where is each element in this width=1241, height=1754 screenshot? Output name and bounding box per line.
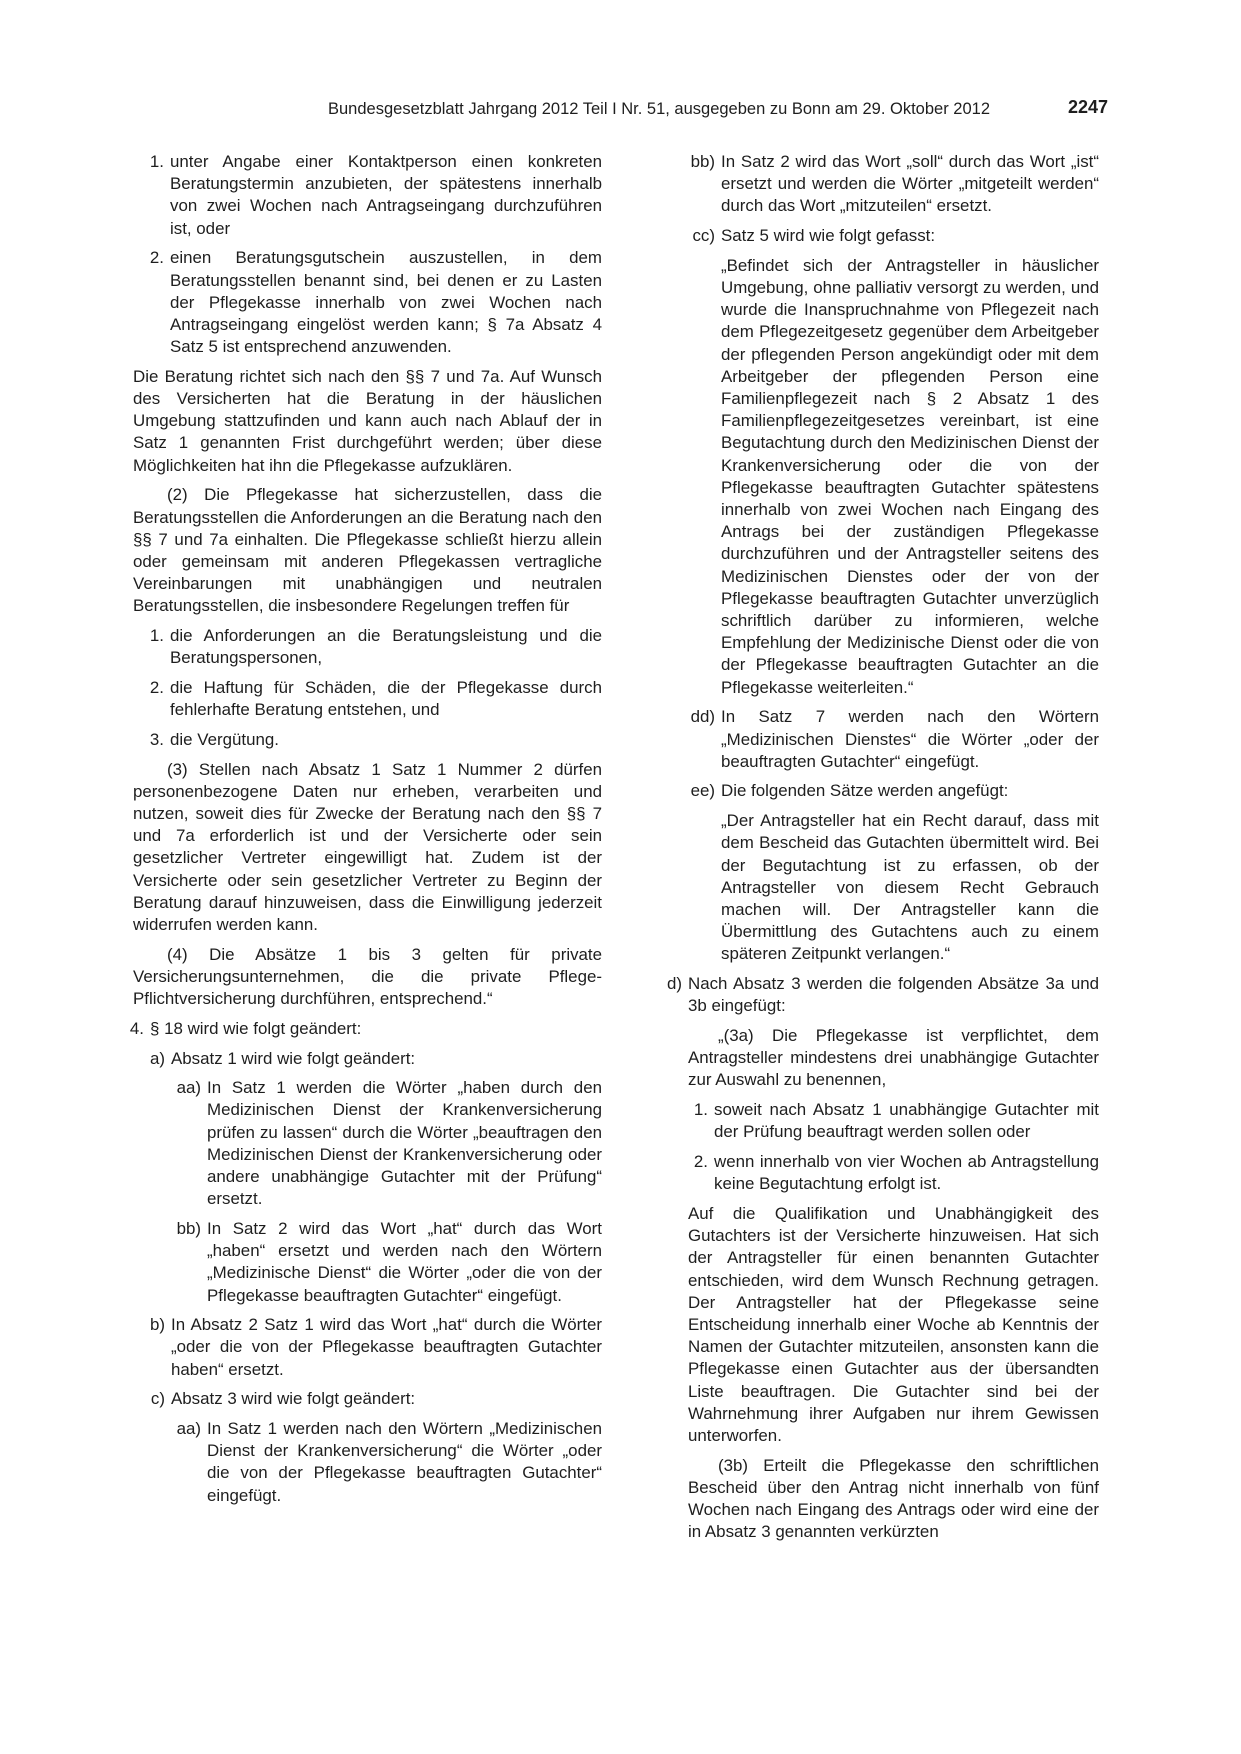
list-item	[685, 151, 1099, 218]
list-marker: ee)	[690, 781, 715, 801]
list-text: die Haftung für Schäden, die der Pflegekasse durch fehlerhafte Beratung entstehen, und	[170, 677, 602, 720]
list-text: In Satz 1 werden nach den Wörtern „Medizinischen Dienst der Krankenversicherung“ die Wörter „oder die von der Pflegekasse beauftragten Gutachter“ eingefügt.	[207, 1419, 602, 1505]
paragraph-qualifikation: Auf die Qualifikation und Unabhängigkeit des Gutachters ist der Versicherte hinzuweisen. Hat sich der Antragsteller für einen benannten Gutachter entschieden, wird dem Wunsch Rechnung getragen. Der Antragsteller hat der Pflegekasse seine Entscheidung innerhalb einer Woche ab Kenntnis der Namen der Gutachter mitzuteilen, ansonsten kann die Pflegekasse einen Gutachter aus der übersandten Liste beauftragen. Die Gutachter sind bei der Wahrnehmung ihrer Aufgaben nur ihrem Gewissen unterworfen.	[688, 1203, 1099, 1445]
list-text: die Anforderungen an die Beratungsleistung und die Beratungspersonen,	[170, 626, 602, 668]
list-text: In Satz 1 werden die Wörter „haben durch den Medizinischen Dienst der Krankenversicherung prüfen zu lassen“ durch die Wörter „beauftragen den Medizinischen Dienst der Krankenversicherung oder andere unabhängige Gutachter mit der Prüfung“ ersetzt.	[207, 1078, 602, 1209]
paragraph-3b: (3b) Erteilt die Pflegekasse den schriftlichen Bescheid über den Antrag nicht innerhalb von fünf Wochen nach Eingang des Antrags oder wird eine der in Absatz 3 genannten verkürzten	[688, 1455, 1099, 1542]
paragraph-beratung: Die Beratung richtet sich nach den §§ 7 und 7a. Auf Wunsch des Versicherten hat die Beratung in der häuslichen Umgebung stattzufinden und kann auch nach Ablauf der in Satz 1 genannten Frist durchgeführt werden; über diese Möglichkeiten hat ihn die Pflegekasse aufzuklären.	[133, 366, 602, 475]
list-item	[133, 625, 602, 669]
list-text: In Satz 2 wird das Wort „hat“ durch das Wort „haben“ ersetzt und werden nach den Wörtern „Medizinische Dienst“ die Wörter „oder die von der Pflegekasse beauftragten Gutachter“ eingefügt.	[207, 1218, 602, 1305]
paragraph-3a: „(3a) Die Pflegekasse ist verpflichtet, dem Antragsteller mindestens drei unabhängige Gutachter zur Auswahl zu benennen,	[688, 1026, 1099, 1090]
list-item	[685, 780, 1099, 802]
list-text: Die folgenden Sätze werden angefügt:	[721, 781, 1009, 801]
list-item	[171, 1077, 602, 1210]
list-item	[685, 225, 1099, 247]
list-item	[688, 1099, 1099, 1143]
list-text: Absatz 3 wird wie folgt geändert:	[171, 1389, 416, 1409]
page-number: 2247	[1067, 97, 1108, 117]
list-text: die Vergütung.	[170, 729, 279, 749]
list-item	[133, 677, 602, 721]
list-marker: 4.	[129, 1018, 144, 1038]
left-column	[129, 151, 602, 1514]
list-text: soweit nach Absatz 1 unabhängige Gutachter mit der Prüfung beauftragt werden sollen oder	[714, 1100, 1099, 1142]
list-marker: c)	[150, 1389, 165, 1409]
list-text: einen Beratungsgutschein auszustellen, in dem Beratungsstellen benannt sind, bei denen er zu Lasten der Pflegekasse innerhalb von zwei Wochen nach Antragseingang eingelöst werden kann; § 7a Absatz 4 Satz 5 ist entsprechend anzuwenden.	[170, 248, 602, 357]
list-item	[145, 1388, 602, 1410]
page-header	[0, 96, 1108, 126]
list-marker: dd)	[690, 707, 715, 727]
list-item	[145, 1314, 602, 1381]
list-text: wenn innerhalb von vier Wochen ab Antragstellung keine Begutachtung erfolgt ist.	[714, 1152, 1099, 1194]
list-text: Absatz 1 wird wie folgt geändert:	[171, 1048, 416, 1068]
list-marker: a)	[149, 1048, 165, 1068]
list-marker: 1.	[693, 1100, 708, 1120]
list-marker: 2.	[149, 677, 164, 697]
header-title: Bundesgesetzblatt Jahrgang 2012 Teil I Nr. 51, ausgegeben zu Bonn am 29. Oktober 2012	[328, 100, 990, 118]
list-marker: 2.	[149, 248, 164, 268]
list-text: Nach Absatz 3 werden die folgenden Absätze 3a und 3b eingefügt:	[688, 974, 1099, 1016]
list-marker: aa)	[176, 1419, 201, 1439]
list-marker: 3.	[149, 729, 164, 749]
paragraph-2: (2) Die Pflegekasse hat sicherzustellen, dass die Beratungsstellen die Anforderungen an die Beratung nach den §§ 7 und 7a einhalten. Die Pflegekasse schließt hierzu allein oder gemeinsam mit anderen Pflegekassen vertragliche Vereinbarungen mit unabhängigen und neutralen Beratungsstellen, die insbesondere Regelungen treffen für	[133, 485, 602, 616]
list-marker: 1.	[149, 152, 164, 171]
list-text: In Satz 2 wird das Wort „soll“ durch das Wort „ist“ ersetzt und werden die Wörter „mitgeteilt werden“ durch das Wort „mitzuteilen“ ersetzt.	[721, 152, 1099, 216]
list-marker: d)	[666, 974, 682, 994]
right-column	[662, 151, 1099, 1551]
absatz-3a-3b	[688, 1025, 1099, 1543]
paragraph-4: (4) Die Absätze 1 bis 3 gelten für private Versicherungsunternehmen, die die private Pflege-Pflichtversicherung durchführen, entsprechend.“	[133, 944, 602, 1009]
list-item	[123, 1018, 602, 1040]
quote-satz-5: „Befindet sich der Antragsteller in häuslicher Umgebung, ohne palliativ versorgt zu werden, und wurde die Inanspruchnahme von Pflegezeit nach dem Pflegezeitgesetz gegenüber dem Arbeitgeber der pflegenden Person angekündigt oder mit dem Arbeitgeber der pflegenden Person eine Familienpflegezeit nach § 2 Absatz 1 des Familienpflegezeitgesetzes vereinbart, ist eine Begutachtung durch den Medizinischen Dienst der Krankenversicherung oder die von der Pflegekasse beauftragten Gutachter spätestens innerhalb von zwei Wochen nach Eingang des Antrags bei der zuständigen Pflegekasse durchzuführen und der Antragsteller seitens des Medizinischen Dienstes oder der von der Pflegekasse beauftragten Gutachter unverzüglich schriftlich darüber zu informieren, welche Empfehlung der Medizinische Dienst oder die von der Pflegekasse beauftragten Gutachter an die Pflegekasse weiterleiten.“	[721, 255, 1099, 697]
sublist-c-continued	[685, 151, 1099, 966]
sublist-a	[171, 1077, 602, 1307]
list-marker: cc)	[692, 226, 715, 246]
sublist-c	[171, 1418, 602, 1507]
amendment-4	[123, 1018, 602, 1040]
list-text: In Satz 7 werden nach den Wörtern „Medizinischen Dienstes“ die Wörter „oder der beauftragten Gutachter“ eingefügt.	[721, 707, 1099, 771]
list-marker: aa)	[176, 1078, 201, 1098]
list-marker: 2.	[693, 1152, 708, 1172]
paragraph-3: (3) Stellen nach Absatz 1 Satz 1 Nummer 2 dürfen personenbezogene Daten nur erheben, verarbeiten und nutzen, soweit dies für Zwecke der Beratung nach den §§ 7 und 7a erforderlich ist und der Versicherte oder sein gesetzlicher Vertreter eingewilligt hat. Zudem ist der Versicherte oder sein gesetzlicher Vertreter zu Beginn der Beratung darauf hinzuweisen, dass die Einwilligung jederzeit widerrufen werden kann.	[133, 759, 602, 934]
list-text: In Absatz 2 Satz 1 wird das Wort „hat“ durch die Wörter „oder die von der Pflegekasse beauftragten Gutachter haben“ ersetzt.	[171, 1315, 602, 1379]
list-item	[662, 973, 1099, 1017]
list-item	[171, 1218, 602, 1307]
list-marker: 1.	[149, 626, 164, 646]
list-item	[133, 151, 602, 240]
list-item	[171, 1418, 602, 1507]
list-item	[145, 1048, 602, 1070]
list-item	[133, 729, 602, 751]
list-text: § 18 wird wie folgt geändert:	[150, 1018, 362, 1038]
list-marker: b)	[149, 1315, 165, 1335]
list-marker: bb)	[176, 1218, 201, 1238]
list-item	[688, 1151, 1099, 1195]
list-marker: bb)	[690, 152, 715, 171]
list-item	[133, 247, 602, 358]
list-text: Satz 5 wird wie folgt gefasst:	[721, 226, 936, 246]
amendment-4-sub	[145, 1048, 602, 1507]
quote-saetze: „Der Antragsteller hat ein Recht darauf, dass mit dem Bescheid das Gutachten übermittelt wird. Bei der Begutachtung ist zu erfassen, ob der Antragsteller von diesem Recht Gebrauch machen will. Der Antragsteller kann die Übermittlung des Gutachtens auch zu einem späteren Zeitpunkt verlangen.“	[721, 811, 1099, 964]
list-item	[685, 706, 1099, 773]
list-text: unter Angabe einer Kontaktperson einen konkreten Beratungstermin anzubieten, der spätestens innerhalb von zwei Wochen nach Antragseingang durchzuführen ist, oder	[170, 152, 602, 238]
